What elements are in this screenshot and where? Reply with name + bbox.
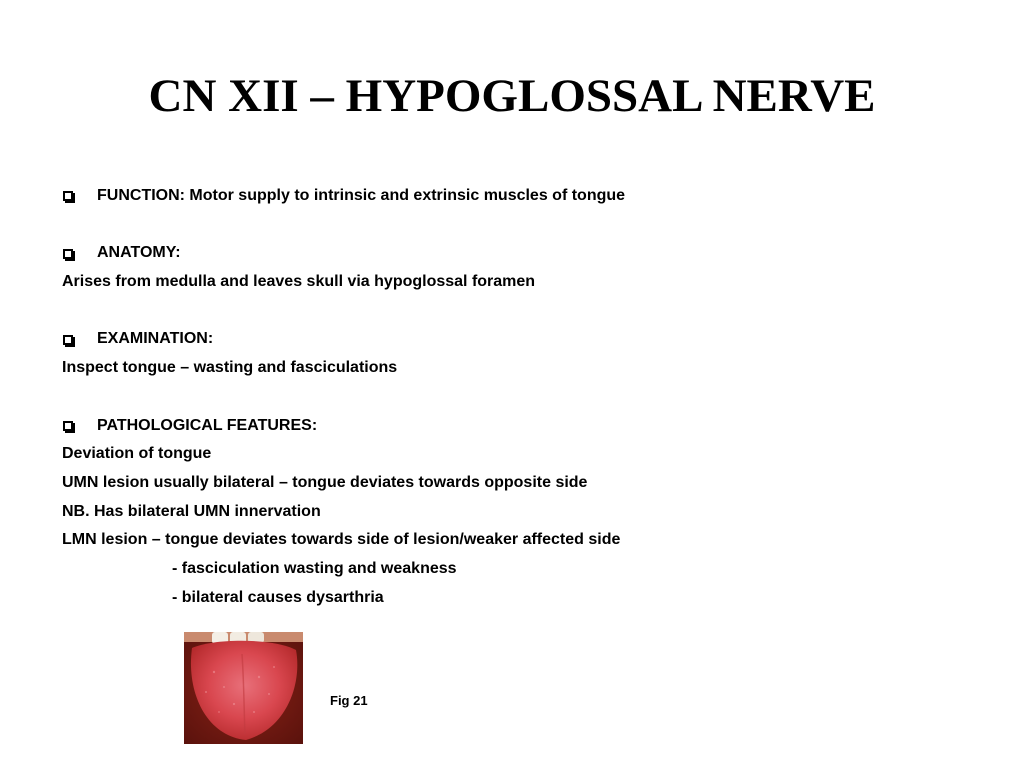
checkbox-square-icon [63, 191, 73, 201]
tongue-photo [184, 632, 303, 744]
tongue-illustration [184, 632, 303, 744]
checkbox-square-icon [63, 335, 73, 345]
pathological-line: NB. Has bilateral UMN innervation [62, 502, 321, 520]
pathological-line: UMN lesion usually bilateral – tongue deviates towards opposite side [62, 473, 588, 491]
bullet-pathological [62, 412, 962, 441]
spacer [62, 383, 962, 412]
function-text: FUNCTION: Motor supply to intrinsic and extrinsic muscles of tongue [97, 187, 626, 204]
checkbox-square-icon [63, 421, 73, 431]
spacer [62, 297, 962, 326]
examination-heading: EXAMINATION: [97, 330, 214, 348]
spacer [62, 211, 962, 240]
slide-title: CN XII – HYPOGLOSSAL NERVE [148, 70, 876, 122]
anatomy-heading: ANATOMY: [97, 244, 181, 262]
checkbox-square-icon [63, 249, 73, 259]
examination-line: Inspect tongue – wasting and fasciculations [62, 359, 398, 377]
anatomy-line: Arises from medulla and leaves skull via hypoglossal foramen [62, 273, 536, 291]
figure-caption: Fig 21 [330, 693, 368, 708]
slide-body [62, 182, 962, 612]
pathological-line: Deviation of tongue [62, 445, 212, 463]
pathological-heading: PATHOLOGICAL FEATURES: [97, 416, 318, 434]
pathological-sub-line: - bilateral causes dysarthria [172, 588, 384, 606]
bullet-anatomy [62, 239, 962, 268]
pathological-sub-line: - fasciculation wasting and weakness [172, 559, 457, 577]
pathological-line: LMN lesion – tongue deviates towards side of lesion/weaker affected side [62, 531, 621, 549]
bullet-examination [62, 325, 962, 354]
bullet-function [62, 182, 962, 211]
